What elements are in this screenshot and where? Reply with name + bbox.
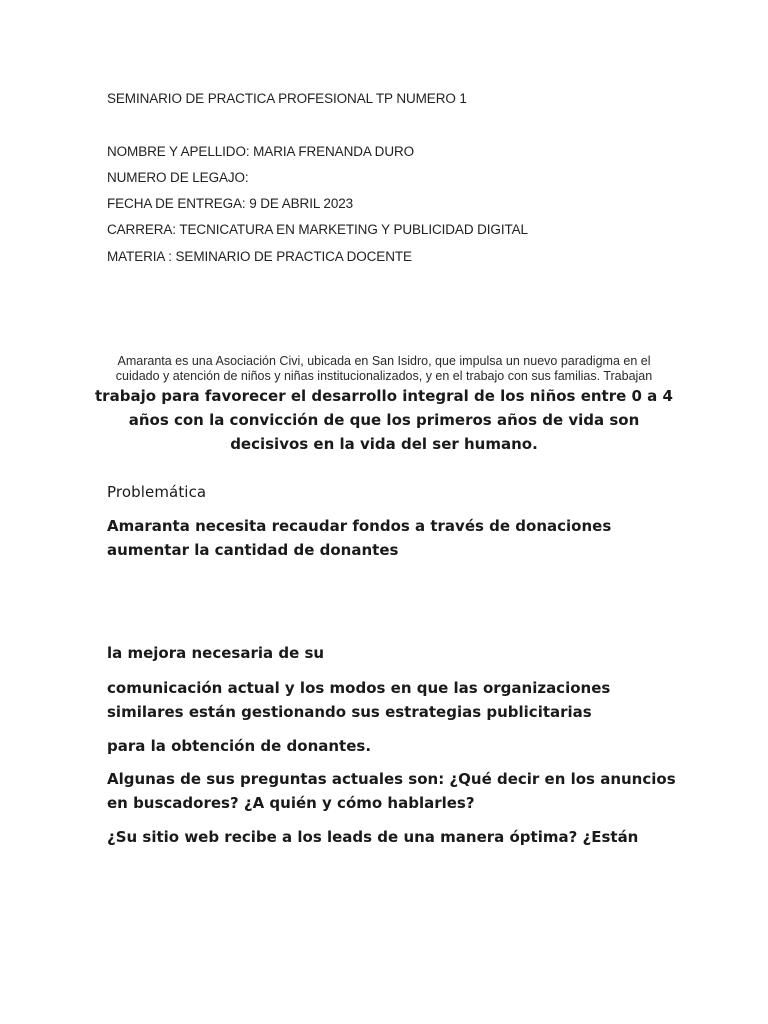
legajo-field: NUMERO DE LEGAJO: [107, 170, 249, 185]
date-field: FECHA DE ENTREGA: 9 DE ABRIL 2023 [107, 196, 354, 211]
problem-paragraph-1: Amaranta necesita recaudar fondos a través de donaciones aumentar la cantidad de donantes [107, 517, 612, 559]
problem-paragraph-6: ¿Su sitio web recibe a los leads de una manera óptima? ¿Están [107, 828, 639, 846]
problem-paragraph-2: la mejora necesaria de su [107, 644, 325, 662]
intro-paragraph-large: trabajo para favorecer el desarrollo integral de los niños entre 0 a 4 años con la convicción de que los primeros años de vida son decisivos en la vida del ser humano. [95, 387, 673, 453]
subject-field: MATERIA : SEMINARIO DE PRACTICA DOCENTE [107, 249, 412, 264]
problem-paragraph-4: para la obtención de donantes. [107, 737, 372, 755]
career-field: CARRERA: TECNICATURA EN MARKETING Y PUBLICIDAD DIGITAL [107, 222, 528, 237]
document-title: SEMINARIO DE PRACTICA PROFESIONAL TP NUMERO 1 [107, 91, 467, 106]
problem-paragraph-5: Algunas de sus preguntas actuales son: ¿Qué decir en los anuncios en buscadores? ¿A quién y cómo hablarles? [107, 770, 676, 812]
name-field: NOMBRE Y APELLIDO: MARIA FRENANDA DURO [107, 144, 415, 159]
section-heading-problematica: Problemática [107, 483, 207, 501]
problem-paragraph-3: comunicación actual y los modos en que las organizaciones similares están gestionando sus estrategias publicitarias [107, 679, 611, 721]
intro-paragraph-small: Amaranta es una Asociación Civi, ubicada en San Isidro, que impulsa un nuevo paradigma en el cuidado y atención de niños y niñas institucionalizados, y en el trabajo con sus familias. Trabajan [115, 354, 653, 383]
